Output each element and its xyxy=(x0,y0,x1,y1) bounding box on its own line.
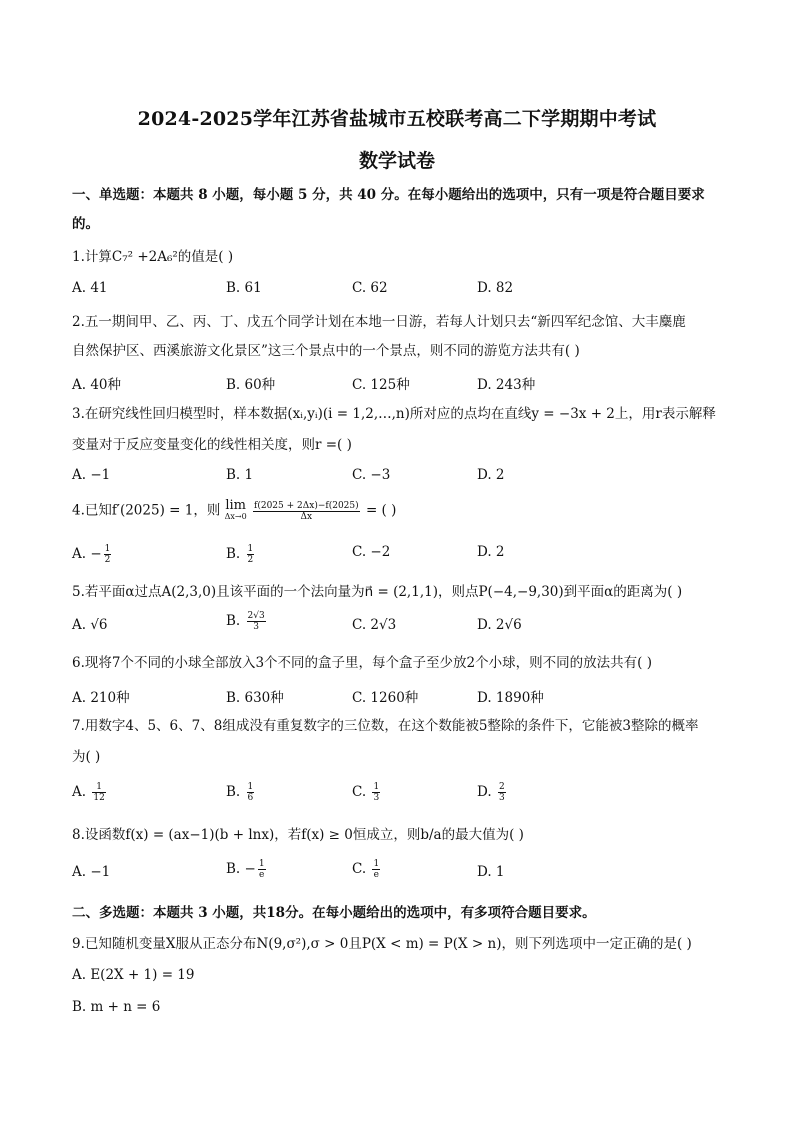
option-a: A. 210种 xyxy=(72,690,130,706)
option-c: C. 62 xyxy=(352,280,388,296)
option-a: A. − $\frac{1}{2}$ xyxy=(72,544,111,565)
question-6-options xyxy=(72,686,732,708)
question-7-options xyxy=(72,782,732,804)
exam-subtitle: 数学试卷 xyxy=(358,150,435,172)
question-3-cont: 变量对于反应变量变化的线性相关度，则r =( ) xyxy=(72,437,352,453)
question-7: 7.用数字4、5、6、7、8组成没有重复数字的三位数，在这个数能被5整除的条件下，它能被3整除的概率 xyxy=(72,718,699,734)
question-3-options xyxy=(72,467,732,489)
limit-fraction: $\frac{f(2025 + 2\Delta x)-f(2025)}{\Delta x}$ xyxy=(254,500,359,522)
question-5-options xyxy=(72,611,732,639)
question-3: 3.在研究线性回归模型时，样本数据(xᵢ,yᵢ)(i = 1,2,…,n)所对应的点均在直线y = −3x + 2上，用r表示解释 xyxy=(72,406,716,422)
option-b: B. $\frac{1}{2}$ xyxy=(226,544,254,565)
option-c: C. 2√3 xyxy=(352,617,397,633)
option-b: B. $\frac{1}{6}$ xyxy=(226,782,254,803)
option-a: A. 40种 xyxy=(72,377,122,393)
question-5: 5.若平面α过点A(2,3,0)且该平面的一个法向量为n⃗ = (2,1,1)，则点P(−4,−9,30)到平面α的距离为( ) xyxy=(72,584,683,600)
option-a: A. −1 xyxy=(72,467,111,483)
question-7-cont: 为( ) xyxy=(72,749,101,765)
option-d: D. 2 xyxy=(477,544,505,560)
option-b: B. 61 xyxy=(226,280,262,296)
section2-heading: 二、多选题：本题共 3 小题，共18分。在每小题给出的选项中，有多项符合题目要求。 xyxy=(72,905,596,921)
option-b: B. 630种 xyxy=(226,690,284,706)
question-8: 8.设函数f(x) = (ax−1)(b + lnx)，若f(x) ≥ 0恒成立，则b/a的最大值为( ) xyxy=(72,827,524,843)
option-d: D. 82 xyxy=(477,280,514,296)
option-d: D. 243种 xyxy=(477,377,536,393)
option-c: C. 1260种 xyxy=(352,690,419,706)
option-c: C. $\frac{1}{e}$ xyxy=(352,859,380,880)
option-c: C. $\frac{1}{3}$ xyxy=(352,782,380,803)
option-c: C. −2 xyxy=(352,544,391,560)
option-d: D. 1 xyxy=(477,864,505,880)
question-2-cont: 自然保护区、西溪旅游文化景区”这三个景点中的一个景点，则不同的游览方法共有( ) xyxy=(72,343,580,359)
question-2-options xyxy=(72,373,732,395)
question-6: 6.现将7个不同的小球全部放入3个不同的盒子里，每个盒子至少放2个小球，则不同的放法共有( ) xyxy=(72,655,652,671)
limit-operator: lim Δx→0 xyxy=(224,498,247,521)
question-1: 1.计算C₇² +2A₆²的值是( ) xyxy=(72,249,234,265)
question-9-option-b: B. m + n = 6 xyxy=(72,999,161,1015)
question-4 xyxy=(72,500,732,524)
option-a: A. −1 xyxy=(72,864,111,880)
question-2: 2.五一期间甲、乙、丙、丁、戊五个同学计划在本地一日游，若每人计划只去“新四军纪念馆、大丰麋鹿 xyxy=(72,314,686,330)
exam-title: 2024-2025学年江苏省盐城市五校联考高二下学期期中考试 xyxy=(137,108,657,130)
section1-heading: 一、单选题：本题共 8 小题，每小题 5 分，共 40 分。在每小题给出的选项中，只有一项是符合题目要求 xyxy=(72,187,705,203)
option-d: D. 2 xyxy=(477,467,505,483)
question-1-options xyxy=(72,280,732,302)
option-b: B. $\frac{2√3}{3}$ xyxy=(226,611,265,632)
option-b: B. 1 xyxy=(226,467,254,483)
option-b: B. 60种 xyxy=(226,377,276,393)
option-c: C. 125种 xyxy=(352,377,410,393)
question-4-suffix: = ( ) xyxy=(365,502,397,519)
option-d: D. 1890种 xyxy=(477,690,544,706)
option-c: C. −3 xyxy=(352,467,391,483)
option-d: D. $\frac{2}{3}$ xyxy=(477,782,505,803)
option-d: D. 2√6 xyxy=(477,617,522,633)
option-b: B. − $\frac{1}{e}$ xyxy=(226,859,265,880)
question-9: 9.已知随机变量X服从正态分布N(9,σ²),σ > 0且P(X < m) = P(X > n)，则下列选项中一定正确的是( ) xyxy=(72,936,692,952)
question-9-option-a: A. E(2X + 1) = 19 xyxy=(72,967,195,983)
option-a: A. 41 xyxy=(72,280,108,296)
option-a: A. √6 xyxy=(72,617,108,633)
option-a: A. $\frac{1}{12}$ xyxy=(72,782,105,803)
section1-heading-cont: 的。 xyxy=(72,216,99,232)
question-4-prefix: 4.已知f′(2025) = 1，则 xyxy=(72,502,221,519)
question-4-options xyxy=(72,544,732,566)
question-8-options xyxy=(72,859,732,886)
